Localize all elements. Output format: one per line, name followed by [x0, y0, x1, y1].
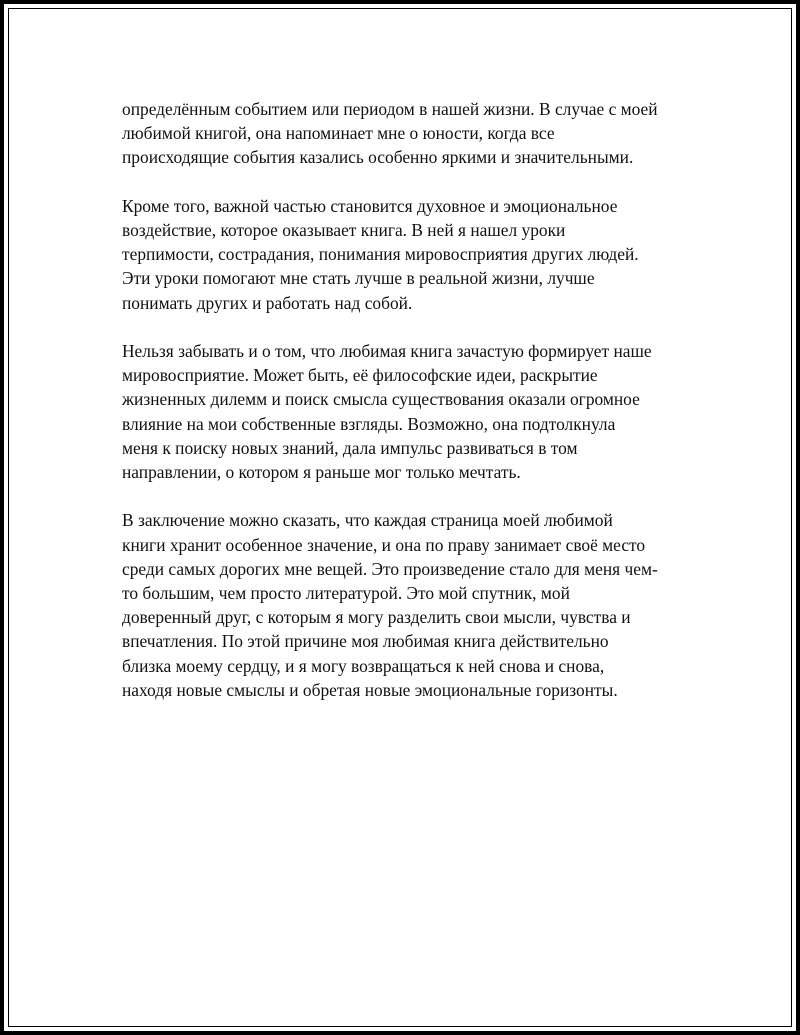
paragraph-3 — [122, 339, 697, 484]
text-line: Эти уроки помогают мне стать лучше в реальной жизни, лучше — [122, 268, 595, 289]
text-line: воздействие, которое оказывает книга. В ней я нашел уроки — [122, 220, 566, 240]
text-line: близка моему сердцу, и я могу возвращаться к ней снова и снова, — [122, 655, 605, 676]
text-line: то большим, чем просто литературой. Это мой спутник, мой — [122, 583, 570, 604]
text-line: происходящие события казались особенно яркими и значительными. — [122, 147, 634, 168]
text-line: доверенный друг, с которым я могу разделить свои мысли, чувства и — [122, 607, 631, 628]
document-body — [122, 97, 697, 726]
paragraph-2 — [122, 194, 697, 315]
text-line: определённым событием или периодом в нашей жизни. В случае с моей — [122, 99, 658, 119]
text-line: мировосприятие. Может быть, её философские идеи, раскрытие — [122, 365, 598, 386]
paragraph-1 — [122, 97, 697, 170]
text-line: Кроме того, важной частью становится духовное и эмоциональное — [122, 195, 618, 216]
text-line: книги хранит особенное значение, и она по праву занимает своё место — [122, 534, 646, 555]
text-line: находя новые смыслы и обретая новые эмоциональные горизонты. — [122, 679, 618, 700]
text-line: любимой книгой, она напоминает мне о юности, когда все — [122, 123, 555, 144]
text-line: Нельзя забывать и о том, что любимая книга зачастую формирует наше — [122, 341, 652, 361]
text-line: понимать других и работать над собой. — [122, 292, 413, 313]
text-line: меня к поиску новых знаний, дала импульс развиваться в том — [122, 437, 578, 458]
text-line: влияние на мои собственные взгляды. Возможно, она подтолкнула — [122, 413, 616, 434]
text-line: направлении, о котором я раньше мог только мечтать. — [122, 462, 521, 483]
text-line: терпимости, сострадания, понимания мировосприятия других людей. — [122, 244, 639, 265]
paragraph-4 — [122, 508, 697, 702]
text-line: среди самых дорогих мне вещей. Это произведение стало для меня чем- — [122, 558, 658, 579]
text-line: впечатления. По этой причине моя любимая книга действительно — [122, 631, 609, 652]
text-line: В заключение можно сказать, что каждая страница моей любимой — [122, 510, 613, 531]
text-line: жизненных дилемм и поиск смысла существования оказали огромное — [122, 389, 640, 410]
